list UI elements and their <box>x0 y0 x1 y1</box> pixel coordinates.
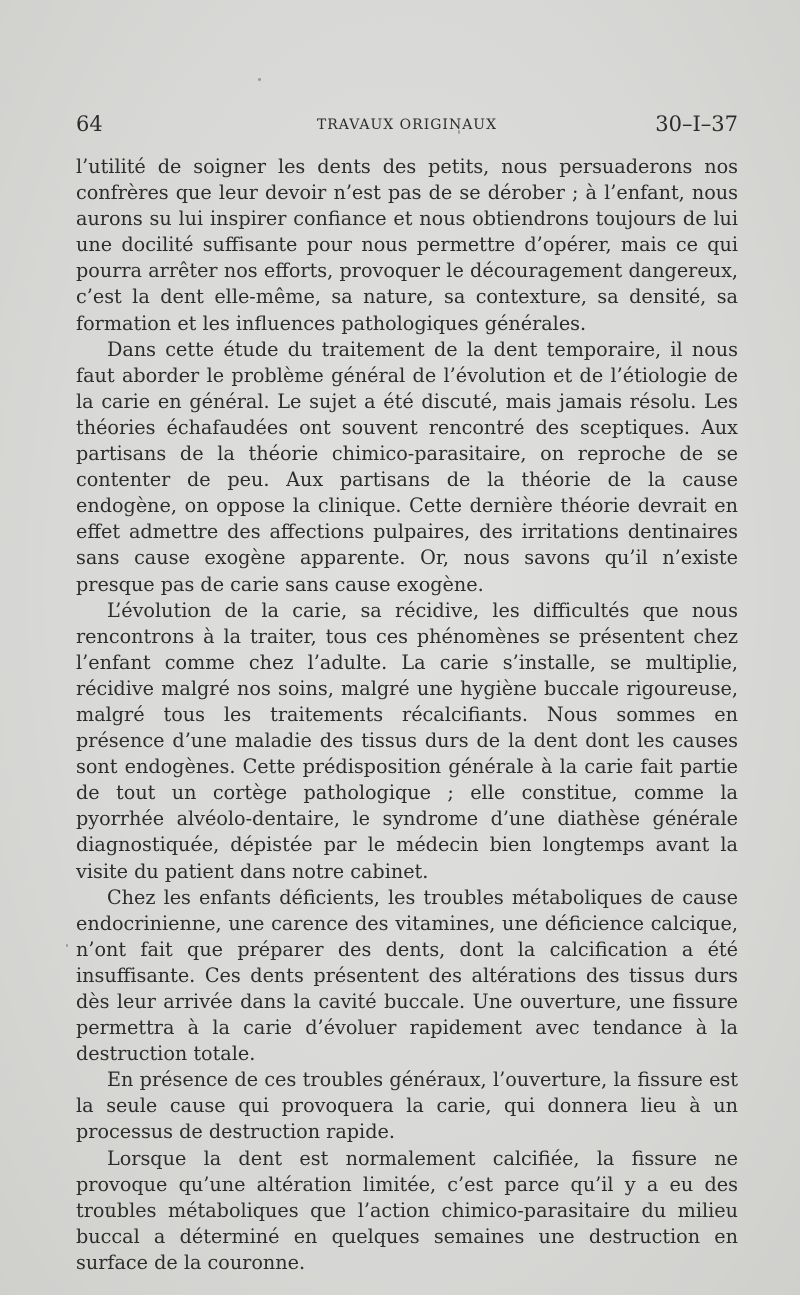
paragraph: Dans cette étude du traitement de la dent temporaire, il nous faut aborder le problème général de l’évolution et de l’étiologie de la carie en général. Le sujet a été discuté, mais jamais résolu. Les théories échafaudées ont souvent rencontré des sceptiques. Aux partisans de la théorie chimico-parasitaire, on reproche de se contenter de peu. Aux partisans de la théorie de la cause endogène, on oppose la clinique. Cette dernière théorie devrait en effet admettre des affections pulpaires, des irritations dentinaires sans cause exogène apparente. Or, nous savons qu’il n’existe presque pas de carie sans cause exogène. <box>76 337 738 596</box>
paragraph: l’utilité de soigner les dents des petits, nous persuaderons nos confrères que leur devoir n’est pas de se dérober ; à l’enfant, nous aurons su lui inspirer confiance et nous obtiendrons toujours de lui une docilité suffisante pour nous permettre d’opérer, mais ce qui pourra arrêter nos efforts, provoquer le découragement dangereux, c’est la dent elle-même, sa nature, sa contexture, sa densité, sa formation et les influences pathologiques générales. <box>76 155 738 335</box>
article-body <box>76 154 738 1276</box>
paper-speck <box>66 944 68 947</box>
page-header <box>76 110 738 140</box>
page-number: 64 <box>76 112 103 136</box>
paragraph: Chez les enfants déficients, les troubles métaboliques de cause endocrinienne, une carence des vitamines, une déficience calcique, n’ont fait que préparer des dents, dont la calcification a été insuffisante. Ces dents présentent des altérations des tissus durs dès leur arrivée dans la cavité buccale. Une ouverture, une fissure permettra à la carie d’évoluer rapidement avec tendance à la destruction totale. <box>76 885 738 1066</box>
issue-date: 30–I–37 <box>655 112 738 136</box>
paper-speck <box>258 78 261 81</box>
running-title: TRAVAUX ORIGINAUX <box>316 117 498 133</box>
paragraph: Lorsque la dent est normalement calcifiée, la fissure ne provoque qu’une altération limitée, c’est parce qu’il y a eu des troubles métaboliques que l’action chimico-parasitaire du milieu buccal a déterminé en quelques semaines une destruction en surface de la couronne. <box>76 1146 738 1274</box>
paragraph: En présence de ces troubles généraux, l’ouverture, la fissure est la seule cause qui provoquera la carie, qui donnera lieu à un processus de destruction rapide. <box>76 1068 738 1144</box>
paragraph: L’évolution de la carie, sa récidive, les difficultés que nous rencontrons à la traiter, tous ces phénomènes se présentent chez l’enfant comme chez l’adulte. La carie s’installe, se multiplie, récidive malgré nos soins, malgré une hygiène buccale rigoureuse, malgré tous les traitements récalcifiants. Nous sommes en présence d’une maladie des tissus durs de la dent dont les causes sont endogènes. Cette prédisposition générale à la carie fait partie de tout un cortège pathologique ; elle constitue, comme la pyorrhée alvéolo-dentaire, le syndrome d’une diathèse générale diagnostiquée, dépistée par le médecin bien longtemps avant la visite du patient dans notre cabinet. <box>76 598 738 883</box>
